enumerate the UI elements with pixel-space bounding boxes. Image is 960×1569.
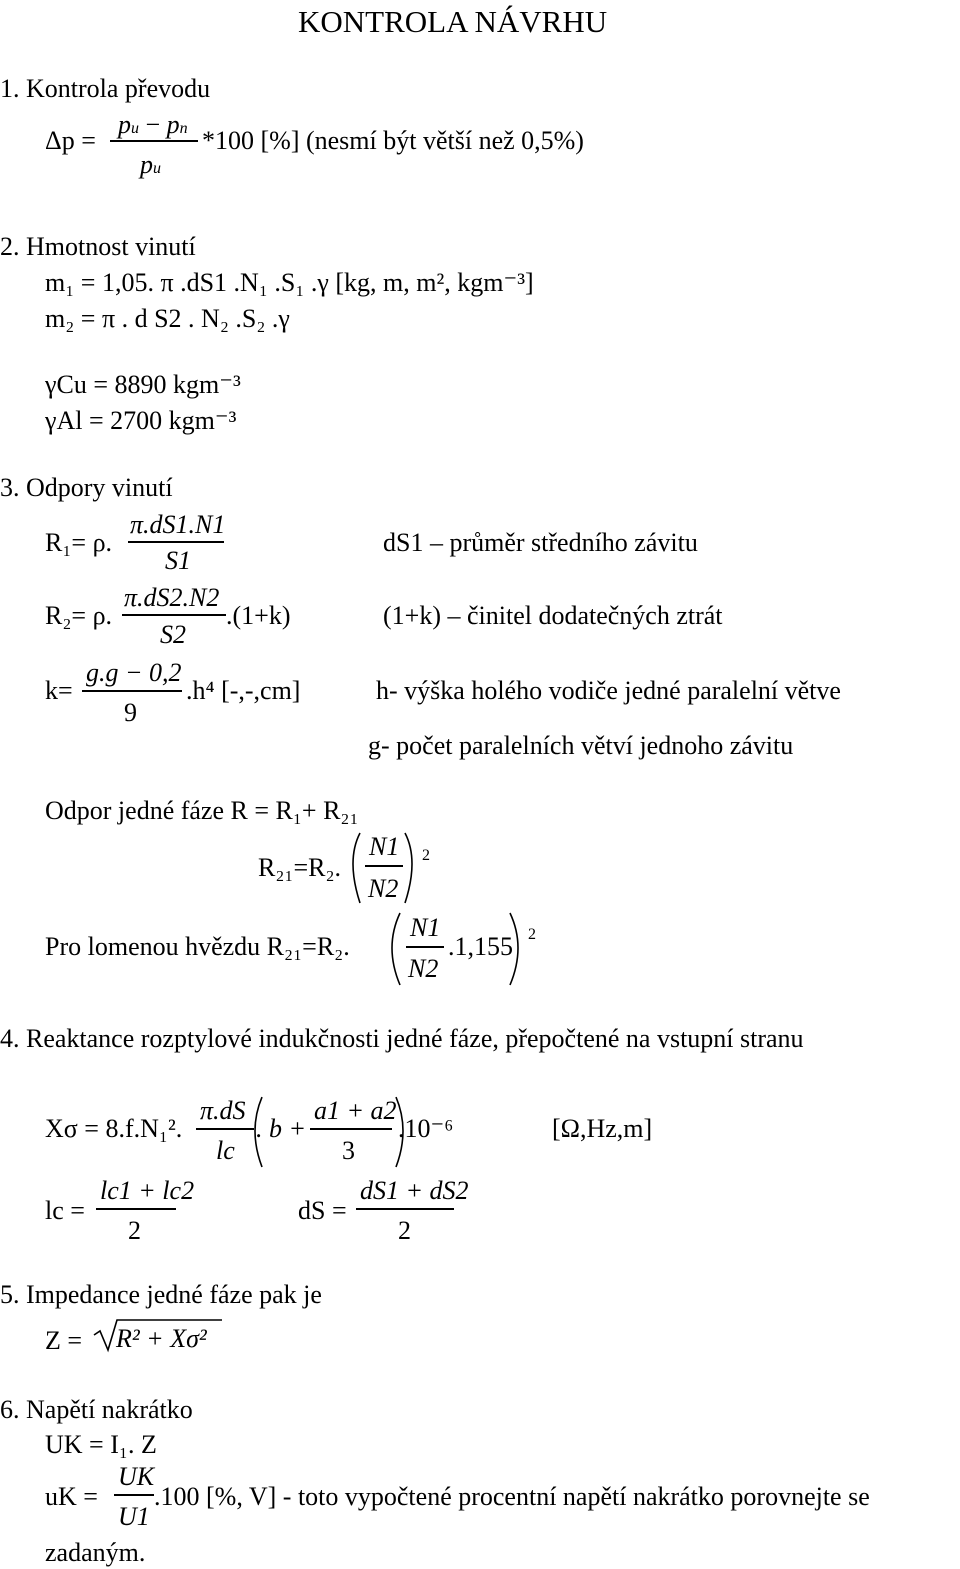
- section-heading: 4. Reaktance rozptylové indukčnosti jedné fáze, přepočtené na vstupní stranu: [0, 1024, 804, 1053]
- section-heading: 3. Odpory vinutí: [0, 473, 173, 502]
- section-heading: 1. Kontrola převodu: [0, 74, 211, 103]
- formula-numerator: pu − pn: [118, 110, 188, 139]
- fraction-bar: [122, 614, 226, 616]
- formula-denominator: 2: [398, 1216, 411, 1245]
- formula-numerator: N1: [410, 913, 441, 942]
- section-heading: 6. Napětí nakrátko: [0, 1395, 193, 1424]
- formula-denominator: S2: [160, 620, 186, 649]
- formula-denominator: N2: [408, 954, 439, 983]
- formula-tail: .1,155: [448, 932, 513, 961]
- formula-denominator: N2: [368, 874, 399, 903]
- formula-numerator: lc1 + lc2: [100, 1176, 195, 1205]
- description: h- výška holého vodiče jedné paralelní větve: [376, 676, 841, 705]
- formula-tail: .h⁴ [-,-,cm]: [186, 676, 301, 705]
- formula-numerator: g.g − 0,2: [86, 658, 182, 687]
- exponent: 2: [528, 926, 536, 943]
- formula-tail: .100 [%, V] - toto vypočtené procentní napětí nakrátko porovnejte se: [154, 1482, 870, 1511]
- paren-left: [392, 913, 400, 985]
- formula-line: m₂ = π . d S2 . N₂ .S₂ .γ: [45, 304, 290, 333]
- fraction-bar: [82, 690, 182, 692]
- formula-lhs: R₂= ρ.: [45, 601, 113, 630]
- formula-tail: .(1+k): [226, 601, 291, 630]
- units: [Ω,Hz,m]: [552, 1114, 653, 1143]
- fraction-bar: [110, 140, 198, 142]
- formula-denominator: S1: [165, 546, 191, 575]
- formula-numerator: a1 + a2: [314, 1096, 397, 1125]
- fraction-bar: [406, 946, 444, 948]
- formula-lhs: Pro lomenou hvězdu R₂₁=R₂.: [45, 932, 350, 961]
- fraction-bar: [310, 1128, 392, 1130]
- constant-line: γAl = 2700 kgm⁻³: [45, 406, 237, 435]
- formula-operator: . b +: [256, 1114, 307, 1143]
- formula-lhs: Z =: [45, 1326, 83, 1355]
- section-heading: 2. Hmotnost vinutí: [0, 232, 196, 261]
- fraction-bar: [365, 865, 403, 867]
- formula-line: Odpor jedné fáze R = R₁+ R₂₁: [45, 796, 359, 825]
- formula-lhs: k=: [45, 676, 73, 705]
- formula-numerator: N1: [369, 832, 400, 861]
- formula-tail: .10⁻⁶: [398, 1114, 454, 1143]
- formula-numerator: π.dS1.N1: [130, 510, 226, 539]
- section-heading: 5. Impedance jedné fáze pak je: [0, 1280, 322, 1309]
- paren-right: [405, 833, 412, 903]
- formula-line: UK = I₁. Z: [45, 1430, 157, 1459]
- formula-lhs: R₂₁=R₂.: [258, 853, 342, 882]
- fraction-bar: [196, 1128, 254, 1130]
- formula-lhs: uK =: [45, 1482, 98, 1511]
- exponent: 2: [422, 847, 430, 864]
- formula-line: m₁ = 1,05. π .dS1 .N₁ .S₁ .γ [kg, m, m², kgm⁻³]: [45, 268, 534, 297]
- delta-p-label: Δp =: [45, 126, 96, 155]
- formula-denominator: 3: [342, 1136, 355, 1165]
- paren-left: [353, 833, 360, 903]
- document-title: KONTROLA NÁVRHU: [298, 4, 608, 39]
- fraction-bar: [96, 1208, 176, 1210]
- formula-lhs: dS =: [298, 1196, 347, 1225]
- formula-numerator: dS1 + dS2: [360, 1176, 469, 1205]
- formula-lhs: Xσ = 8.f.N₁².: [45, 1114, 183, 1143]
- formula-numerator: π.dS2.N2: [124, 583, 220, 612]
- formula-lhs: lc =: [45, 1196, 85, 1225]
- fraction-bar: [128, 541, 224, 543]
- formula-denominator: 9: [124, 698, 137, 727]
- formula-denominator: U1: [118, 1502, 150, 1531]
- formula-tail: *100 [%] (nesmí být větší než 0,5%): [202, 126, 584, 155]
- formula-denominator: lc: [216, 1136, 235, 1165]
- description: (1+k) – činitel dodatečných ztrát: [383, 601, 723, 630]
- description: dS1 – průměr středního závitu: [383, 528, 698, 557]
- formula-denominator: 2: [128, 1216, 141, 1245]
- formula-numerator: π.dS: [200, 1096, 246, 1125]
- constant-line: γCu = 8890 kgm⁻³: [45, 370, 241, 399]
- description: g- počet paralelních větví jednoho závitu: [368, 731, 794, 760]
- fraction-bar: [114, 1494, 154, 1496]
- radicand: R² + Xσ²: [116, 1324, 207, 1353]
- fraction-bar: [356, 1208, 454, 1210]
- continued-text: zadaným.: [45, 1538, 146, 1567]
- formula-numerator: UK: [118, 1462, 155, 1491]
- formula-lhs: R₁= ρ.: [45, 528, 113, 557]
- formula-denominator: pu: [140, 150, 161, 179]
